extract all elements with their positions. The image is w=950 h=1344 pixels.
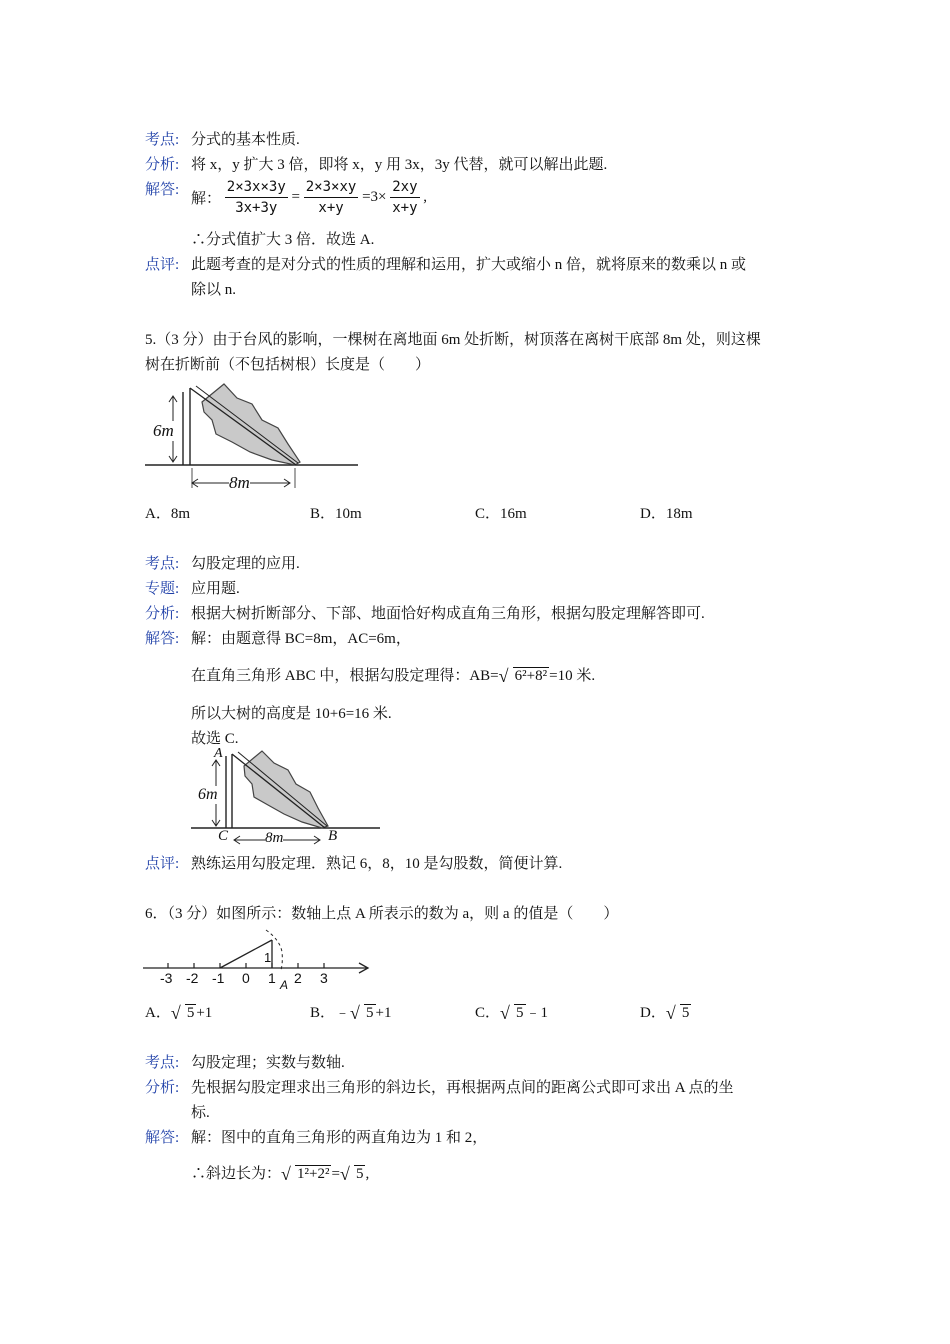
sqrt-1sq-2sq: √ 1²+2² — [281, 1166, 331, 1183]
q5-jie-line2-pre: 在直角三角形 ABC 中，根据勾股定理得：AB= — [191, 668, 499, 684]
q5-jie-line1: 解：由题意得 BC=8m，AC=6m， — [191, 631, 411, 647]
jieda-label: 解答: — [145, 182, 180, 198]
q5-fig2-height-label: 6m — [198, 786, 218, 803]
fraction-3: $\frac{2xy}{x+y}$ — [392, 179, 418, 216]
sqrt-6sq-8sq: √ 6²+8² — [499, 668, 549, 685]
q6-option-c[interactable]: C．√ 5 ﹣1 — [475, 1001, 548, 1022]
q6-jie-line1: 解：图中的直角三角形的两直角边为 1 和 2， — [191, 1130, 488, 1146]
q6-fenxi-line2: 标. — [191, 1105, 210, 1121]
q5-fig2-point-b: B — [328, 828, 338, 844]
q6-point-a-label: A — [280, 978, 289, 992]
q5-fenxi-text: 根据大树折断部分、下部、地面恰好构成直角三角形，根据勾股定理解答即可. — [191, 606, 705, 622]
q6-fenxi-label: 分析: — [145, 1080, 180, 1096]
q6-number-line — [140, 926, 375, 996]
q6-axis-tick-neg2: -2 — [186, 970, 199, 986]
comma: , — [423, 189, 428, 205]
fraction-equation — [191, 177, 427, 218]
dianping-label: 点评: — [145, 257, 180, 273]
q5-height-label: 6m — [153, 421, 174, 440]
q5-fig2-point-c: C — [218, 828, 229, 844]
kaodian-text: 分式的基本性质. — [191, 132, 300, 148]
q5-zhuanti-text: 应用题. — [191, 581, 240, 597]
q5-kaodian-label: 考点: — [145, 556, 180, 572]
dianping-line1: 此题考查的是对分式的性质的理解和运用，扩大或缩小 n 倍，就将原来的数乘以 n 或 — [191, 257, 747, 273]
q5-kaodian-text: 勾股定理的应用. — [191, 556, 300, 572]
q6-axis-tick-2: 2 — [294, 970, 302, 986]
q5-jieda-label: 解答: — [145, 631, 180, 647]
q5-fig2-base-label: 8m — [265, 830, 284, 846]
q6-jie-line2: ∴斜边长为：√ 1²+2² =√ 5 , — [191, 1162, 369, 1183]
q6-axis-tick-3: 3 — [320, 970, 328, 986]
q5-option-d[interactable]: D．18m — [640, 506, 693, 522]
q6-kaodian-text: 勾股定理；实数与数轴. — [191, 1055, 345, 1071]
jie-prefix: 解： — [191, 191, 222, 207]
q6-axis-tick-neg3: -3 — [160, 970, 173, 986]
equals-three-times: =3× — [362, 189, 387, 205]
q5-option-c[interactable]: C．16m — [475, 506, 527, 522]
dianping-line2: 除以 n. — [191, 282, 237, 298]
q5-jie-line2-post: =10 米. — [549, 668, 596, 684]
q6-axis-tick-0: 0 — [242, 970, 250, 986]
q5-base-label: 8m — [229, 473, 250, 492]
q5-option-a[interactable]: A．8m — [145, 506, 191, 522]
fenxi-text: 将 x，y 扩大 3 倍，即将 x，y 用 3x，3y 代替，就可以解出此题. — [191, 157, 608, 173]
fraction-2: $\frac{2\times 3\times xy}{x+y}$ — [305, 179, 357, 216]
equals-sign: = — [291, 189, 300, 205]
fenxi-label: 分析: — [145, 157, 180, 173]
q6-question: 6．（3 分）如图所示：数轴上点 A 所表示的数为 a，则 a 的值是（ ） — [145, 906, 619, 922]
q6-axis-tick-neg1: -1 — [212, 970, 225, 986]
q5-jie-line4: 故选 C. — [191, 731, 239, 747]
fraction-1: $\frac{2\times 3x\times 3y}{3x+3y}$ — [226, 179, 286, 216]
q5-dianping-label: 点评: — [145, 856, 180, 872]
conclusion-text: ∴分式值扩大 3 倍．故选 A. — [191, 232, 375, 248]
q5-zhuanti-label: 专题: — [145, 581, 180, 597]
q5-question-line2: 树在折断前（不包括树根）长度是（ ） — [145, 357, 431, 373]
q6-jie-line2-pre: ∴斜边长为： — [191, 1166, 282, 1182]
q5-tree-figure — [140, 380, 370, 495]
q6-axis-tick-1: 1 — [268, 970, 276, 986]
q5-question-line1: 5.（3 分）由于台风的影响，一棵树在离地面 6m 处折断，树顶落在离树干底部 8m 处，则这棵 — [145, 332, 761, 348]
q6-triangle-side-label: 1 — [264, 950, 272, 965]
q6-kaodian-label: 考点: — [145, 1055, 180, 1071]
q5-fenxi-label: 分析: — [145, 606, 180, 622]
q5-jie-line3: 所以大树的高度是 10+6=16 米. — [191, 706, 392, 722]
q6-fenxi-line1: 先根据勾股定理求出三角形的斜边长，再根据两点间的距离公式即可求出 A 点的坐 — [191, 1080, 734, 1096]
sqrt-5: √ 5 — [340, 1166, 366, 1183]
q6-jieda-label: 解答: — [145, 1130, 180, 1146]
q5-fig2-point-a: A — [214, 746, 223, 761]
q6-option-b[interactable]: B．﹣√ 5 +1 — [310, 1001, 392, 1022]
q5-dianping-text: 熟练运用勾股定理．熟记 6，8，10 是勾股数，简便计算. — [191, 856, 563, 872]
q6-option-d[interactable]: D．√ 5 — [640, 1001, 691, 1022]
kaodian-label: 考点: — [145, 132, 180, 148]
q6-option-a[interactable]: A．√ 5 +1 — [145, 1001, 212, 1022]
q5-jie-line2 — [191, 664, 595, 685]
q5-option-b[interactable]: B．10m — [310, 506, 362, 522]
